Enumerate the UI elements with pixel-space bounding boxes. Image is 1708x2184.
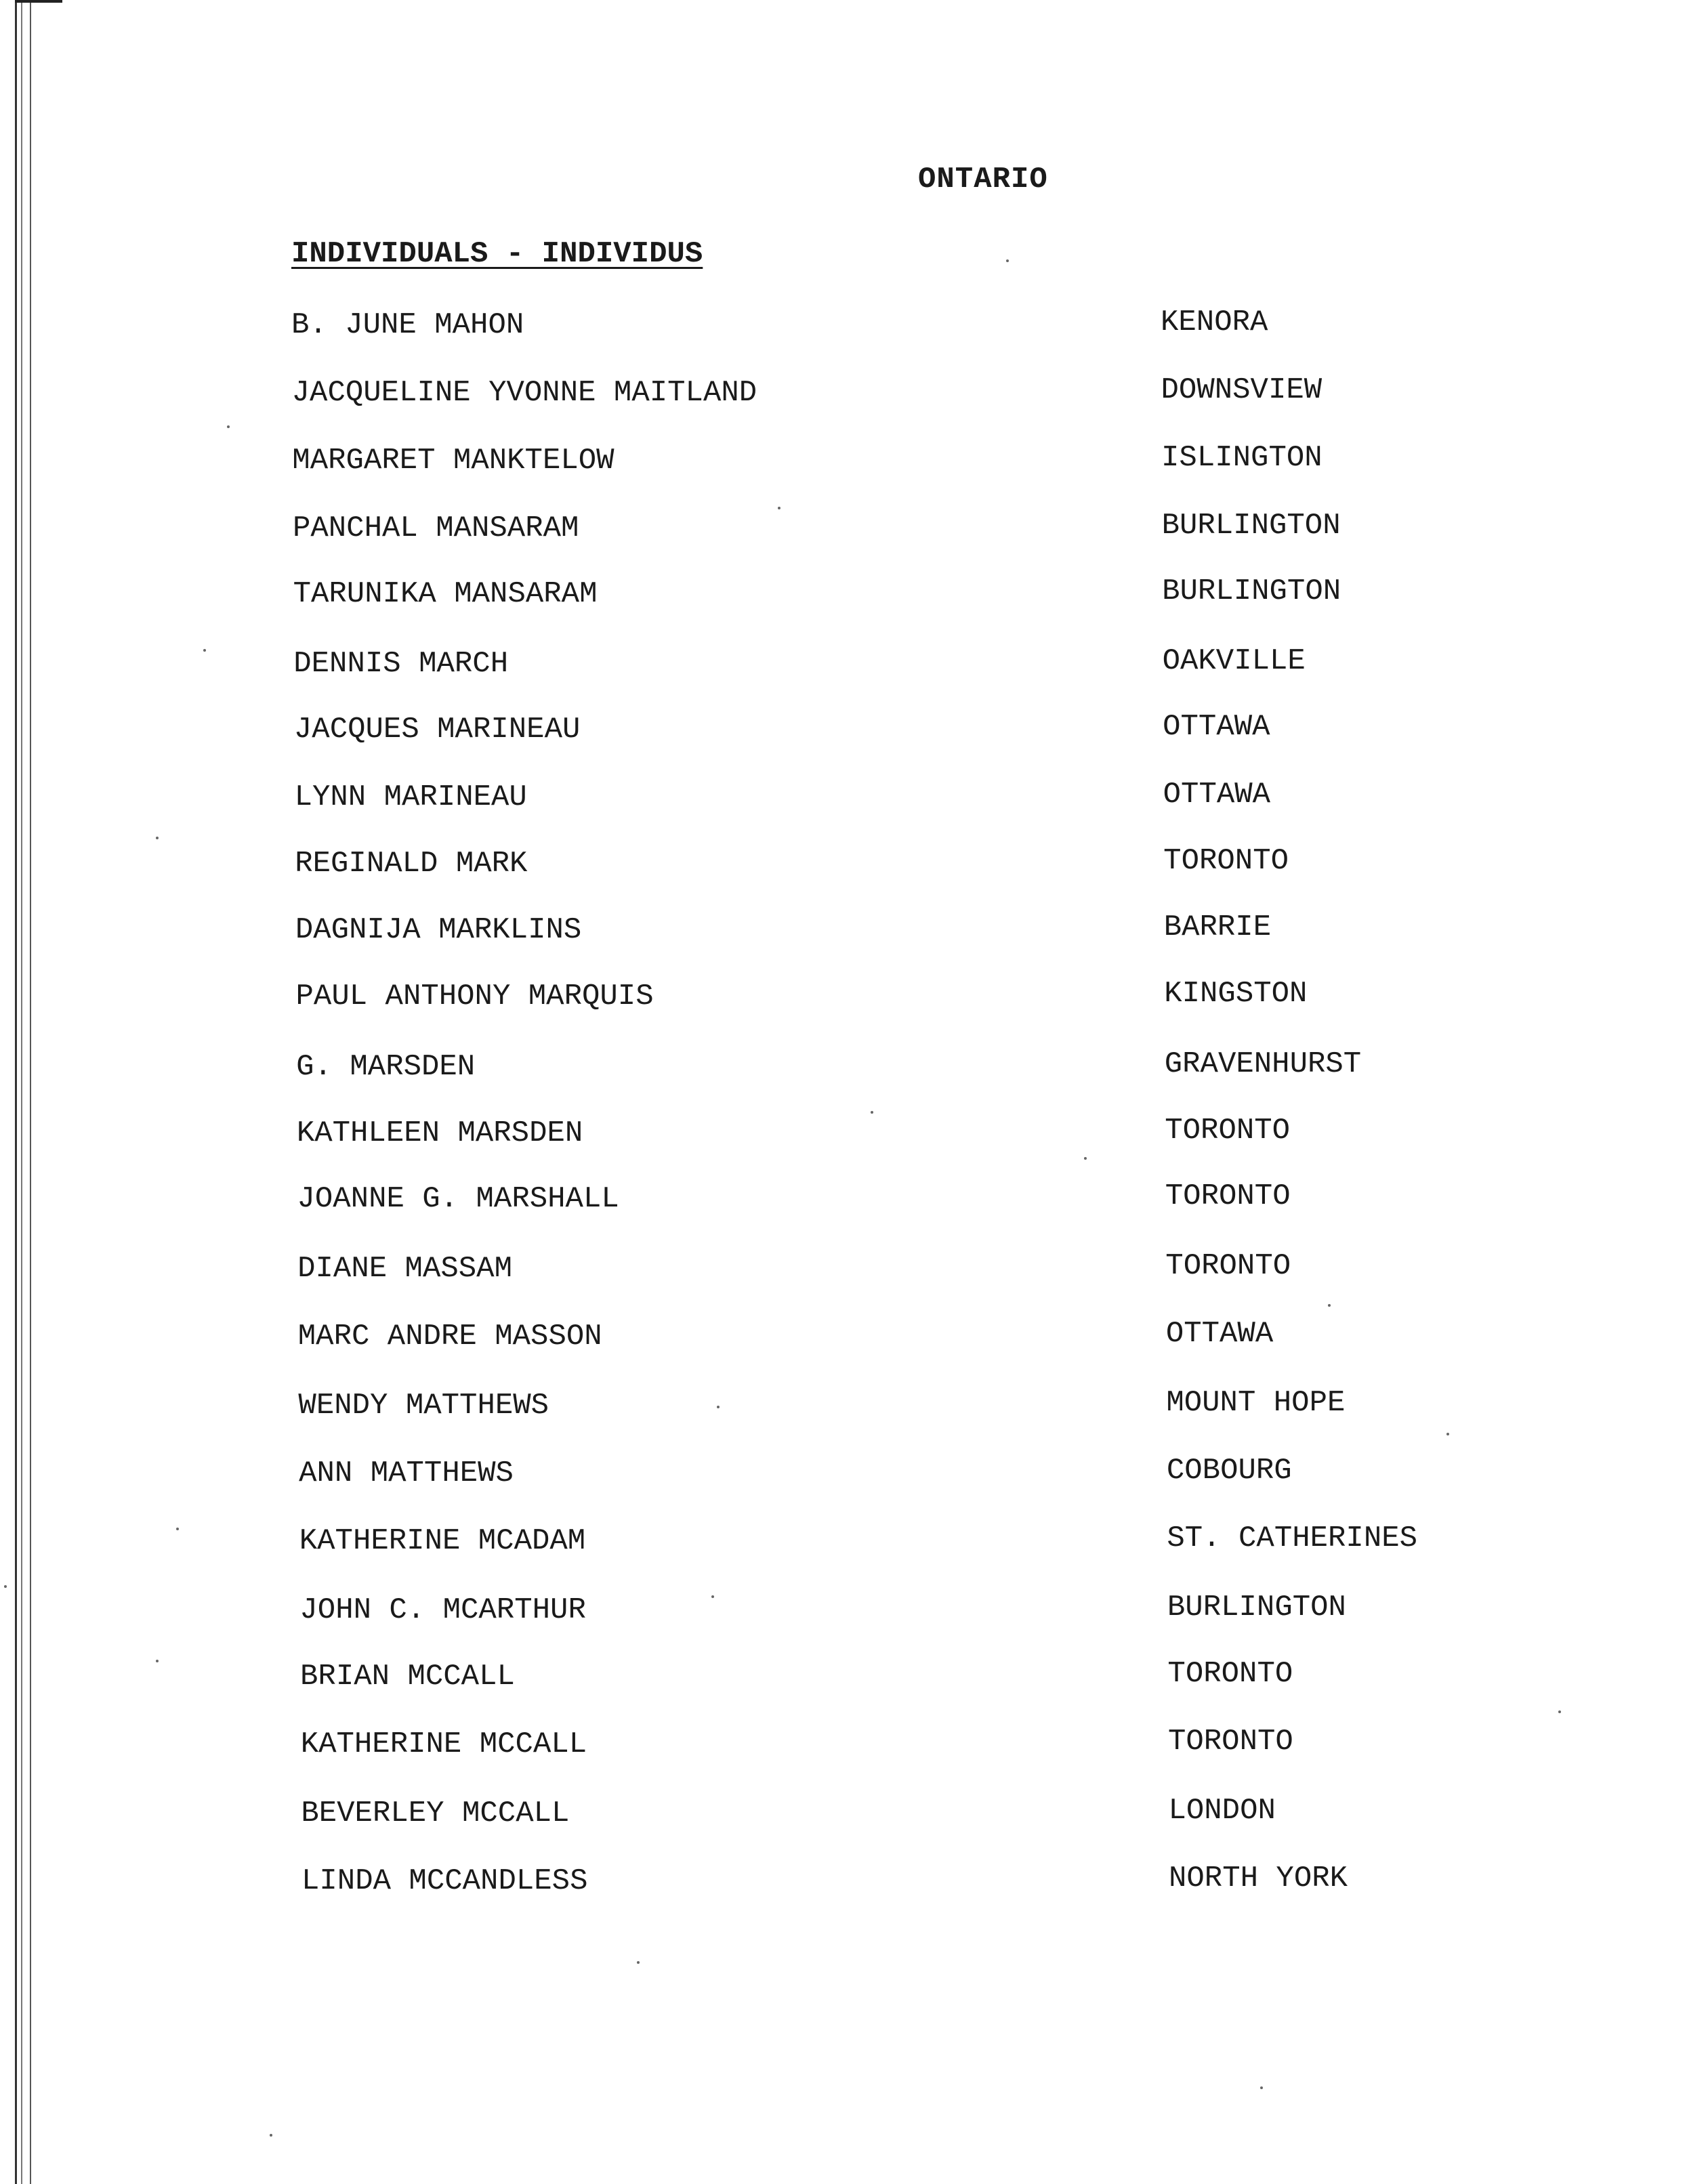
list-item xyxy=(0,1657,1708,1700)
entry-name: KATHLEEN MARSDEN xyxy=(296,1116,583,1150)
entry-name: ANN MATTHEWS xyxy=(299,1456,514,1490)
list-item xyxy=(0,511,1708,552)
scan-speck xyxy=(1328,1304,1331,1307)
scan-speck xyxy=(203,649,206,652)
entry-name: BEVERLEY MCCALL xyxy=(301,1797,570,1830)
list-item xyxy=(0,308,1708,349)
entry-place: TORONTO xyxy=(1165,1179,1291,1213)
entry-name: DENNIS MARCH xyxy=(293,647,509,681)
list-item xyxy=(0,574,1708,618)
entry-name: JOANNE G. MARSHALL xyxy=(297,1182,619,1216)
entry-place: ST. CATHERINES xyxy=(1167,1521,1418,1555)
entry-name: JACQUES MARINEAU xyxy=(293,713,581,747)
list-item xyxy=(0,1864,1708,1905)
entry-place: DOWNSVIEW xyxy=(1161,373,1322,407)
entry-place: TORONTO xyxy=(1167,1725,1293,1759)
scan-speck xyxy=(4,1585,7,1588)
entry-place: TORONTO xyxy=(1165,1249,1291,1283)
entry-name: JACQUELINE YVONNE MAITLAND xyxy=(291,376,757,410)
entry-place: NORTH YORK xyxy=(1169,1862,1348,1895)
list-item xyxy=(0,1047,1708,1091)
list-item xyxy=(0,1116,1708,1157)
entry-name: LYNN MARINEAU xyxy=(294,780,527,814)
entry-place: OTTAWA xyxy=(1163,778,1271,812)
scan-speck xyxy=(637,1961,640,1964)
entry-name: PAUL ANTHONY MARQUIS xyxy=(295,980,654,1013)
scan-speck xyxy=(1558,1710,1561,1713)
list-item xyxy=(0,1521,1708,1565)
scan-speck xyxy=(1006,259,1009,262)
entry-name: MARGARET MANKTELOW xyxy=(292,444,615,478)
entry-name: DIANE MASSAM xyxy=(297,1252,512,1286)
list-item xyxy=(0,441,1708,484)
entry-place: OTTAWA xyxy=(1163,710,1270,744)
scan-speck xyxy=(270,2134,272,2137)
entry-place: BURLINGTON xyxy=(1167,1591,1346,1624)
list-item xyxy=(0,1794,1708,1837)
entry-place: BURLINGTON xyxy=(1161,509,1341,543)
entry-place: ISLINGTON xyxy=(1161,441,1322,475)
list-item xyxy=(0,780,1708,821)
entry-name: KATHERINE MCADAM xyxy=(299,1524,586,1558)
entry-name: MARC ANDRE MASSON xyxy=(297,1320,602,1353)
entry-name: WENDY MATTHEWS xyxy=(298,1389,549,1423)
scan-speck xyxy=(711,1595,714,1598)
entry-place: COBOURG xyxy=(1166,1454,1292,1488)
entry-name: TARUNIKA MANSARAM xyxy=(293,577,598,611)
list-item xyxy=(0,1249,1708,1293)
entry-place: OTTAWA xyxy=(1165,1317,1274,1351)
list-item xyxy=(0,710,1708,753)
entry-name: DAGNIJA MARKLINS xyxy=(295,913,582,947)
entry-name: KATHERINE MCCALL xyxy=(300,1727,587,1761)
entry-place: TORONTO xyxy=(1163,844,1289,878)
list-item xyxy=(0,1386,1708,1429)
list-item xyxy=(0,1727,1708,1768)
section-heading: INDIVIDUALS - INDIVIDUS xyxy=(291,237,703,271)
scan-speck xyxy=(227,425,230,428)
list-item xyxy=(0,373,1708,417)
province-heading: ONTARIO xyxy=(918,163,1048,196)
list-item xyxy=(0,1179,1708,1223)
entry-place: MOUNT HOPE xyxy=(1166,1386,1346,1420)
entry-name: REGINALD MARK xyxy=(295,847,528,881)
scan-speck xyxy=(778,507,780,509)
entry-place: KENORA xyxy=(1161,306,1268,339)
list-item xyxy=(0,910,1708,954)
entry-place: LONDON xyxy=(1168,1794,1276,1828)
entry-place: GRAVENHURST xyxy=(1164,1047,1362,1081)
entry-place: KINGSTON xyxy=(1164,977,1308,1011)
scan-speck xyxy=(1084,1157,1087,1160)
entry-place: BURLINGTON xyxy=(1162,574,1341,608)
entry-name: B. JUNE MAHON xyxy=(291,308,524,342)
entry-name: G. MARSDEN xyxy=(296,1050,476,1084)
entry-name: PANCHAL MANSARAM xyxy=(292,511,579,545)
entry-name: LINDA MCCANDLESS xyxy=(301,1864,588,1898)
entry-place: TORONTO xyxy=(1165,1114,1291,1148)
entry-place: OAKVILLE xyxy=(1162,644,1306,678)
scan-speck xyxy=(1446,1433,1449,1435)
entry-name: JOHN C. MCARTHUR xyxy=(299,1593,586,1627)
list-item xyxy=(0,977,1708,1020)
scan-speck xyxy=(156,837,159,839)
entry-name: BRIAN MCCALL xyxy=(300,1660,515,1694)
scan-speck xyxy=(871,1111,873,1114)
entry-place: BARRIE xyxy=(1163,910,1272,944)
list-item xyxy=(0,1593,1708,1634)
entry-place: TORONTO xyxy=(1167,1657,1293,1691)
list-item xyxy=(0,844,1708,887)
list-item xyxy=(0,1317,1708,1360)
scan-speck xyxy=(176,1528,179,1530)
scan-speck xyxy=(717,1406,720,1408)
scan-speck xyxy=(1260,2086,1263,2089)
list-item xyxy=(0,644,1708,688)
list-item xyxy=(0,1456,1708,1497)
scan-speck xyxy=(156,1660,159,1662)
